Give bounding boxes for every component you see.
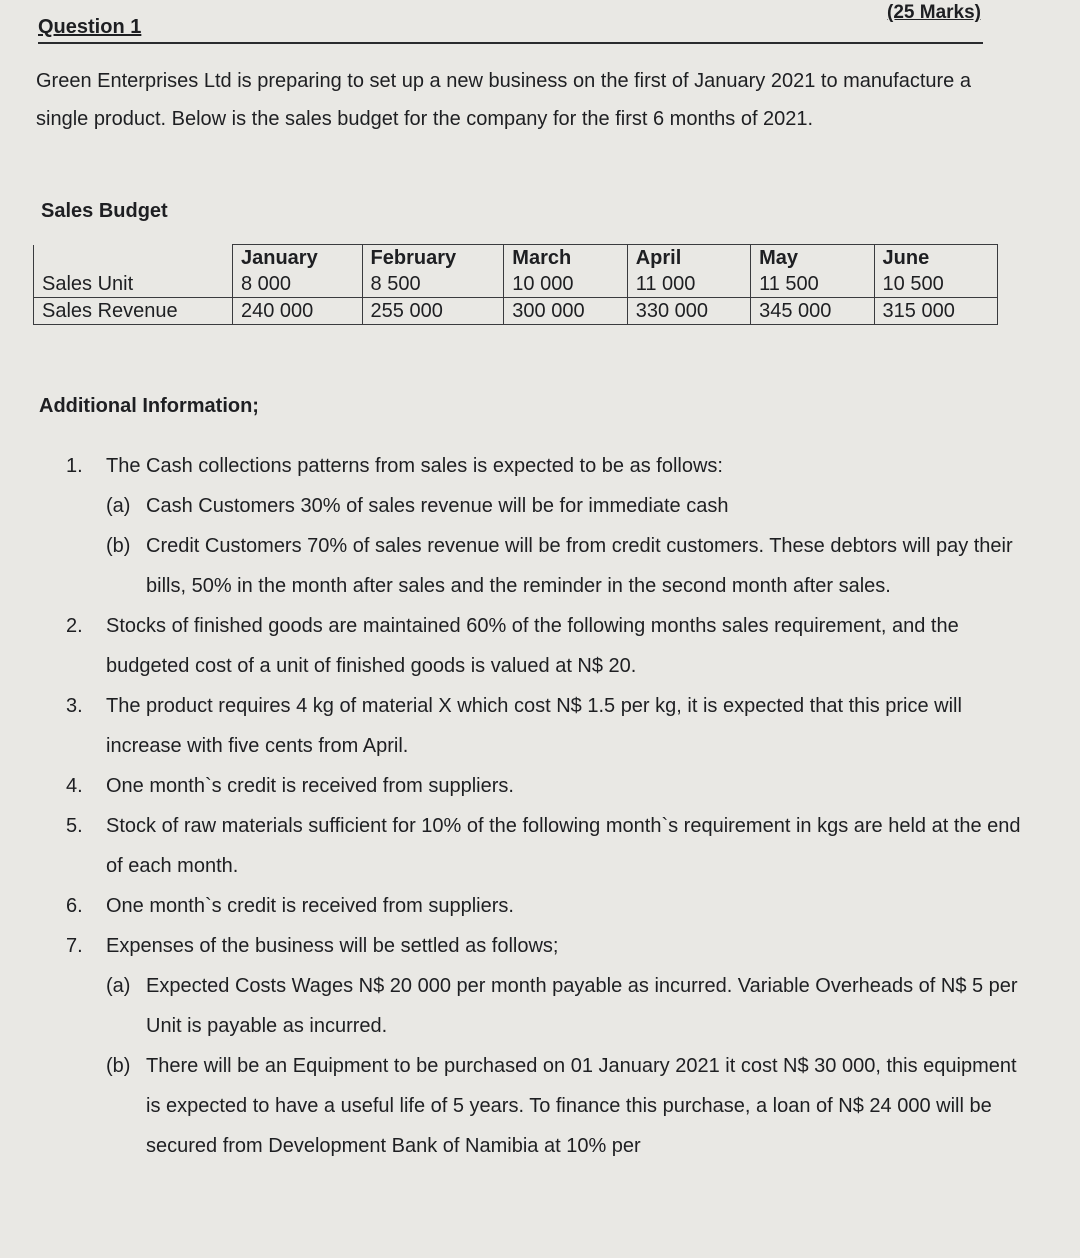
sub-item [106, 1046, 1036, 1166]
list-item [66, 886, 1036, 926]
item-number: 3. [66, 695, 83, 717]
sub-item-text: Credit Customers 70% of sales revenue will be from credit customers. These debtors will pay their bills, 50% in the month after sales and the reminder in the second month after sales. [146, 535, 1013, 597]
intro-paragraph: Green Enterprises Ltd is preparing to set up a new business on the first of January 2021 to manufacture a single product. Below is the sales budget for the company for the first 6 months of 2021. [36, 70, 971, 130]
sub-item-label: (a) [106, 975, 131, 997]
sub-item-text: There will be an Equipment to be purchased on 01 January 2021 it cost N$ 30 000, this equipment is expected to have a useful life of 5 years. To finance this purchase, a loan of N$ 24 000 will be secured from Development Bank of Namibia at 10% per [146, 1055, 1017, 1157]
item-text: Stocks of finished goods are maintained 60% of the following months sales requirement, and the budgeted cost of a unit of finished goods is valued at N$ 20. [106, 615, 959, 677]
sub-item [106, 966, 1036, 1046]
month-header: January [233, 245, 363, 272]
sales-budget-table [33, 244, 998, 325]
list-item [66, 686, 1036, 766]
item-number: 2. [66, 615, 83, 637]
item-text: The Cash collections patterns from sales is expected to be as follows: [106, 455, 723, 477]
cell-value: 315 000 [874, 298, 997, 325]
cell-value: 8 000 [233, 271, 363, 298]
sub-item-label: (b) [106, 535, 131, 557]
cell-value: 11 000 [627, 271, 750, 298]
month-header: April [627, 245, 750, 272]
item-number: 4. [66, 775, 83, 797]
cell-value: 345 000 [751, 298, 874, 325]
item-number: 6. [66, 895, 83, 917]
cell-value: 255 000 [362, 298, 504, 325]
cell-value: 8 500 [362, 271, 504, 298]
sub-item-text: Expected Costs Wages N$ 20 000 per month payable as incurred. Variable Overheads of N$ 5 per Unit is payable as incurred. [146, 975, 1018, 1037]
month-header: March [504, 245, 627, 272]
table-corner [34, 245, 233, 272]
question-header [38, 0, 983, 44]
sub-item [106, 526, 1036, 606]
list-item [66, 766, 1036, 806]
sales-budget-title: Sales Budget [41, 200, 168, 222]
row-label: Sales Revenue [34, 298, 233, 325]
cell-value: 10 500 [874, 271, 997, 298]
cell-value: 10 000 [504, 271, 627, 298]
additional-info-title: Additional Information; [39, 395, 259, 417]
question-title: Question 1 [38, 16, 142, 38]
item-text: Expenses of the business will be settled as follows; [106, 935, 559, 957]
list-item [66, 926, 1036, 1166]
row-label: Sales Unit [34, 271, 233, 298]
month-header: May [751, 245, 874, 272]
item-text: One month`s credit is received from suppliers. [106, 895, 514, 917]
item-text: The product requires 4 kg of material X which cost N$ 1.5 per kg, it is expected that this price will increase with five cents from April. [106, 695, 962, 757]
sub-item-label: (a) [106, 495, 131, 517]
marks-label: (25 Marks) [887, 2, 981, 23]
cell-value: 11 500 [751, 271, 874, 298]
table-row [34, 271, 998, 298]
item-number: 1. [66, 455, 83, 477]
item-number: 7. [66, 935, 83, 957]
cell-value: 240 000 [233, 298, 363, 325]
sub-item-label: (b) [106, 1055, 131, 1077]
sub-item-text: Cash Customers 30% of sales revenue will be for immediate cash [146, 495, 729, 517]
cell-value: 300 000 [504, 298, 627, 325]
additional-info-list [66, 446, 1036, 1166]
list-item [66, 806, 1036, 886]
item-text: One month`s credit is received from suppliers. [106, 775, 514, 797]
month-header: June [874, 245, 997, 272]
sub-item [106, 486, 1036, 526]
month-header: February [362, 245, 504, 272]
cell-value: 330 000 [627, 298, 750, 325]
table-row [34, 298, 998, 325]
item-number: 5. [66, 815, 83, 837]
item-text: Stock of raw materials sufficient for 10% of the following month`s requirement in kgs are held at the end of each month. [106, 815, 1021, 877]
list-item [66, 606, 1036, 686]
list-item [66, 446, 1036, 606]
